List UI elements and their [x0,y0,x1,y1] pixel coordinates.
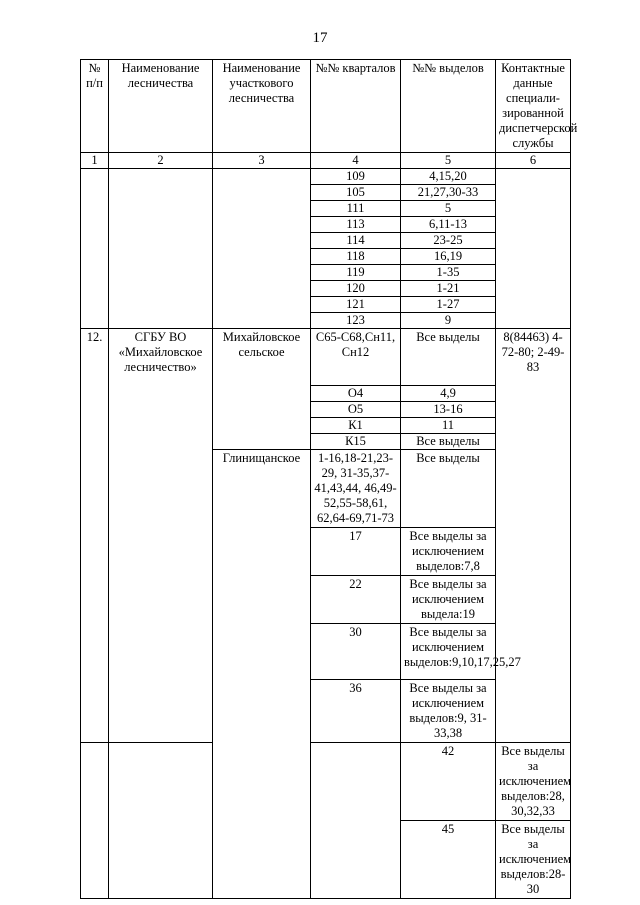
header-district: Наименование участкового лесничества [213,60,311,153]
plots-cell: 5 [401,201,496,217]
column-number-row [81,153,571,169]
forestry-table [80,59,578,899]
column-number: 5 [401,153,496,169]
plots-cell: 6,11-13 [401,217,496,233]
quarter-cell: 118 [311,249,401,265]
quarter-cell: 22 [311,576,401,624]
plots-cell: 11 [401,418,496,434]
quarter-cell: К15 [311,434,401,450]
table-row [81,743,571,821]
quarter-cell: 123 [311,313,401,329]
empty-cell [311,743,401,899]
plots-cell: Все выделы [401,434,496,450]
contacts-cell: 8(84463) 4-72-80; 2-49-83 [496,329,571,743]
quarter-cell: 109 [311,169,401,185]
column-number: 3 [213,153,311,169]
column-number: 4 [311,153,401,169]
plots-cell: 13-16 [401,402,496,418]
forestry-name: СГБУ ВО «Михайловское лесничество» [109,329,213,743]
quarter-cell: 105 [311,185,401,201]
plots-cell: Все выделы [401,450,496,528]
page-number: 17 [312,30,328,46]
column-number: 2 [109,153,213,169]
header-quarters: №№ кварталов [311,60,401,153]
plots-cell: Все выделы [401,329,496,386]
quarter-cell: 121 [311,297,401,313]
quarter-cell: 36 [311,680,401,743]
quarter-cell: 114 [311,233,401,249]
column-number: 1 [81,153,109,169]
quarter-cell: О4 [311,386,401,402]
column-number: 6 [496,153,571,169]
plots-cell: 1-27 [401,297,496,313]
header-plots: №№ выделов [401,60,496,153]
table-row [81,169,571,185]
empty-cell [109,743,213,899]
district-name: Глинищанское [213,450,311,899]
quarter-cell: О5 [311,402,401,418]
header-row [81,60,571,153]
plots-cell: 21,27,30-33 [401,185,496,201]
plots-cell: Все выделы за исключением выделов:9,10,17,25,27 [401,624,496,680]
entry-number: 12. [81,329,109,743]
quarter-cell: 111 [311,201,401,217]
plots-cell: 1-35 [401,265,496,281]
plots-cell: Все выделы за исключением выдела:19 [401,576,496,624]
quarter-cell: 113 [311,217,401,233]
plots-cell: 4,9 [401,386,496,402]
plots-cell: Все выделы за исключением выделов:28-30 [496,821,571,899]
empty-cell [81,743,109,899]
header-number: № п/п [81,60,109,153]
quarter-cell: 17 [311,528,401,576]
empty-cell [496,169,571,329]
header-contacts: Контактные данные специали-зированной диспетчерской службы [496,60,571,153]
plots-cell: 1-21 [401,281,496,297]
quarter-cell: 1-16,18-21,23-29, 31-35,37-41,43,44, 46,49-52,55-58,61, 62,64-69,71-73 [311,450,401,528]
plots-cell: Все выделы за исключением выделов:28, 30,32,33 [496,743,571,821]
empty-cell [81,169,109,329]
district-name: Михайловское сельское [213,329,311,450]
header-forestry: Наименование лесничества [109,60,213,153]
plots-cell: 16,19 [401,249,496,265]
quarter-cell: 30 [311,624,401,680]
plots-cell: 9 [401,313,496,329]
empty-cell [109,169,213,329]
plots-cell: Все выделы за исключением выделов:9, 31-33,38 [401,680,496,743]
quarter-cell: 42 [401,743,496,821]
quarter-cell: 119 [311,265,401,281]
plots-cell: Все выделы за исключением выделов:7,8 [401,528,496,576]
table-row [81,329,571,386]
quarter-cell: С65-С68,Сн11, Сн12 [311,329,401,386]
empty-cell [213,169,311,329]
quarter-cell: 45 [401,821,496,899]
plots-cell: 23-25 [401,233,496,249]
quarter-cell: 120 [311,281,401,297]
quarter-cell: К1 [311,418,401,434]
plots-cell: 4,15,20 [401,169,496,185]
